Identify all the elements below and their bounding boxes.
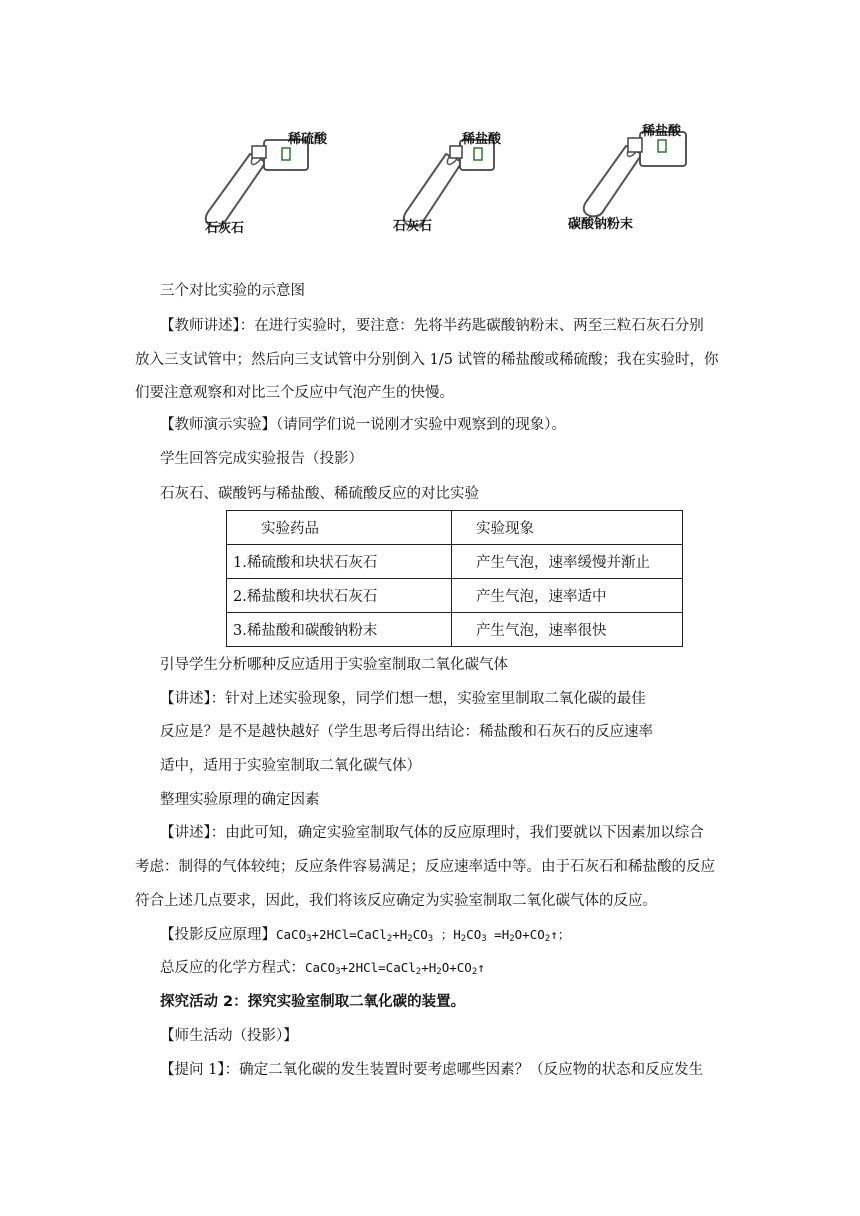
- table-header-cell: 实验药品: [227, 511, 452, 545]
- projection-equation: 【投影反应原理】$CaCO_3+2HCl=CaCl_2+H_2CO_3$ ；$H_2CO_3$ $=H_2O+CO_2↑$；: [160, 927, 571, 944]
- table-row: [227, 579, 683, 613]
- table-cell: 3.稀盐酸和碳酸钠粉末: [227, 613, 452, 647]
- table-header-cell: 实验现象: [452, 511, 683, 545]
- talk2-line-2: 反应是？是不是越快越好（学生思考后得出结论：稀盐酸和石灰石的反应速率: [160, 724, 653, 740]
- tube1-solid-label: 石灰石: [205, 221, 245, 236]
- table-title: 石灰石、碳酸钙与稀盐酸、稀硫酸反应的对比实验: [160, 486, 479, 502]
- table-cell: 产生气泡，速率很快: [452, 613, 683, 647]
- talk3-line-2: 考虑：制得的气体较纯；反应条件容易满足；反应速率适中等。由于石灰石和稀盐酸的反应: [135, 859, 715, 875]
- demo-paragraph: 【教师演示实验】（请同学们说一说刚才实验中观察到的现象）。: [160, 417, 566, 433]
- principle-paragraph: 整理实验原理的确定因素: [160, 792, 320, 808]
- total-label: 总反应的化学方程式：: [160, 960, 305, 976]
- talk2-line-1: 【讲述】：针对上述实验现象，同学们想一想，实验室里制取二氧化碳的最佳: [160, 691, 646, 707]
- total-equation: 总反应的化学方程式：$CaCO_3+2HCl=CaCl_2+H_2O+CO_2↑$: [160, 960, 485, 977]
- projection-label: 【投影反应原理】: [160, 927, 276, 943]
- figure-caption: 三个对比实验的示意图: [160, 283, 305, 299]
- tube2-reagent-label: 稀盐酸: [462, 132, 502, 147]
- tube2-solid-label: 石灰石: [393, 219, 433, 234]
- activity2-heading: 探究活动 2：探究实验室制取二氧化碳的装置。: [160, 994, 466, 1010]
- question1-paragraph: 【提问 1】：确定二氧化碳的发生装置时要考虑哪些因素？（反应物的状态和反应发生: [160, 1062, 704, 1078]
- table-cell: 2.稀盐酸和块状石灰石: [227, 579, 452, 613]
- teacher-talk-line-2: 放入三支试管中；然后向三支试管中分别倒入 1/5 试管的稀盐酸或稀硫酸；我在实验时，你: [135, 352, 719, 368]
- table-row: [227, 545, 683, 579]
- talk3-line-3: 符合上述几点要求，因此，我们将该反应确定为实验室制取二氧化碳气体的反应。: [135, 893, 657, 909]
- talk3-line-1: 【讲述】：由此可知，确定实验室制取气体的反应原理时，我们要就以下因素加以综合: [160, 825, 704, 841]
- activity-paragraph: 【师生活动（投影）】: [160, 1028, 298, 1044]
- table-cell: 产生气泡，速率适中: [452, 579, 683, 613]
- tube3-solid-label: 碳酸钠粉末: [568, 217, 634, 232]
- table-cell: 1.稀硫酸和块状石灰石: [227, 545, 452, 579]
- tube3-reagent-label: 稀盐酸: [642, 124, 682, 139]
- table-row: [227, 613, 683, 647]
- tube1-reagent-label: 稀硫酸: [288, 132, 328, 147]
- table-header-row: [227, 511, 683, 545]
- report-paragraph: 学生回答完成实验报告（投影）: [160, 451, 363, 467]
- talk2-line-3: 适中，适用于实验室制取二氧化碳气体）: [160, 758, 421, 774]
- teacher-talk-line-1: 【教师讲述】：在进行实验时，要注意：先将半药匙碳酸钠粉末、两至三粒石灰石分别: [160, 318, 704, 334]
- table-cell: 产生气泡，速率缓慢并渐止: [452, 545, 683, 579]
- guide-paragraph: 引导学生分析哪种反应适用于实验室制取二氧化碳气体: [160, 657, 508, 673]
- teacher-talk-line-3: 们要注意观察和对比三个反应中气泡产生的快慢。: [135, 385, 454, 401]
- experiment-table: [226, 510, 683, 647]
